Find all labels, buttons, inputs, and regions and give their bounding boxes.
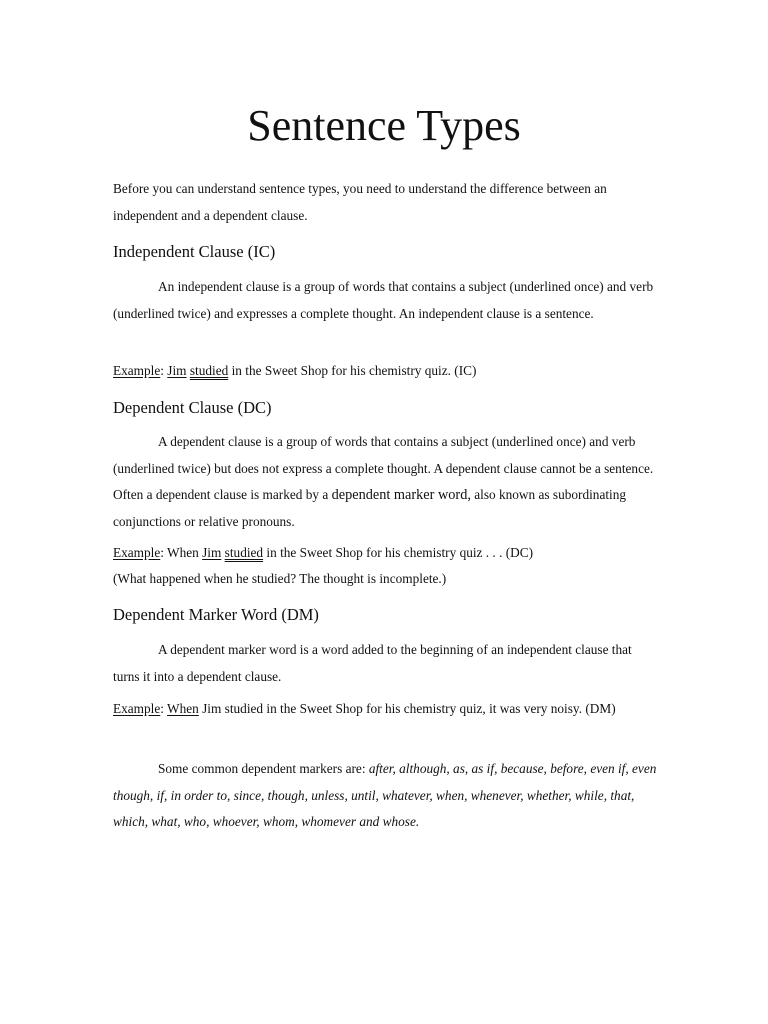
dc-definition-emphasis: dependent marker word, <box>331 487 471 503</box>
dm-definition: A dependent marker word is a word added to the beginning of an independent clause that turns it into a dependent clause. <box>113 642 632 684</box>
ic-example-subject: Jim <box>167 363 187 378</box>
intro-paragraph: Before you can understand sentence types, you need to understand the difference between an independent and a dependent clause. <box>113 181 607 223</box>
ic-definition: An independent clause is a group of words that contains a subject (underlined once) and verb (underlined twice) and expresses a complete thought. An independent clause is a sentence. <box>113 279 654 321</box>
dc-definition <box>113 429 658 535</box>
ic-example-rest: in the Sweet Shop for his chemistry quiz. (IC) <box>228 363 477 378</box>
dc-example-note: (What happened when he studied? The thought is incomplete.) <box>113 571 447 586</box>
ic-example-colon: : <box>160 363 168 378</box>
page-title: Sentence Types <box>247 101 521 150</box>
dc-example-lead: : When <box>160 545 203 560</box>
ic-example <box>113 358 658 385</box>
dm-common-markers <box>113 756 658 836</box>
dm-heading: Dependent Marker Word (DM) <box>113 605 319 624</box>
dm-common-intro: Some common dependent markers are: <box>158 761 369 776</box>
dm-example-label: Example <box>113 701 161 716</box>
dm-example-colon: : <box>160 701 168 716</box>
dm-example-marker: When <box>167 701 199 716</box>
dm-example <box>113 696 658 723</box>
dc-example-subject: Jim <box>202 545 222 560</box>
dc-definition-start: A dependent clause is a group of words that contains a subject (underlined once) and verb (underlined twice) but does not express a complete thought. A dependent clause cannot be a sentence. Often a dependent clause is marked by a <box>113 434 654 502</box>
ic-heading: Independent Clause (IC) <box>113 242 276 261</box>
dc-example-rest: in the Sweet Shop for his chemistry quiz . . . (DC) <box>263 545 534 560</box>
dm-common-list: after, although, as, as if, because, before, even if, even though, if, in order to, since, though, unless, until, whatever, when, whenever, whether, while, that, which, what, who, whoever, whom, whomever and whose. <box>113 761 657 829</box>
dc-heading: Dependent Clause (DC) <box>113 398 272 417</box>
ic-example-verb: studied <box>189 363 229 378</box>
dm-example-rest: Jim studied in the Sweet Shop for his chemistry quiz, it was very noisy. (DM) <box>198 701 616 716</box>
dc-example-verb: studied <box>224 545 264 560</box>
dc-example <box>113 540 658 592</box>
dc-example-label: Example <box>113 545 161 560</box>
ic-example-label: Example <box>113 363 161 378</box>
dc-definition-end: also known as subordinating conjunctions or relative pronouns. <box>113 487 627 529</box>
